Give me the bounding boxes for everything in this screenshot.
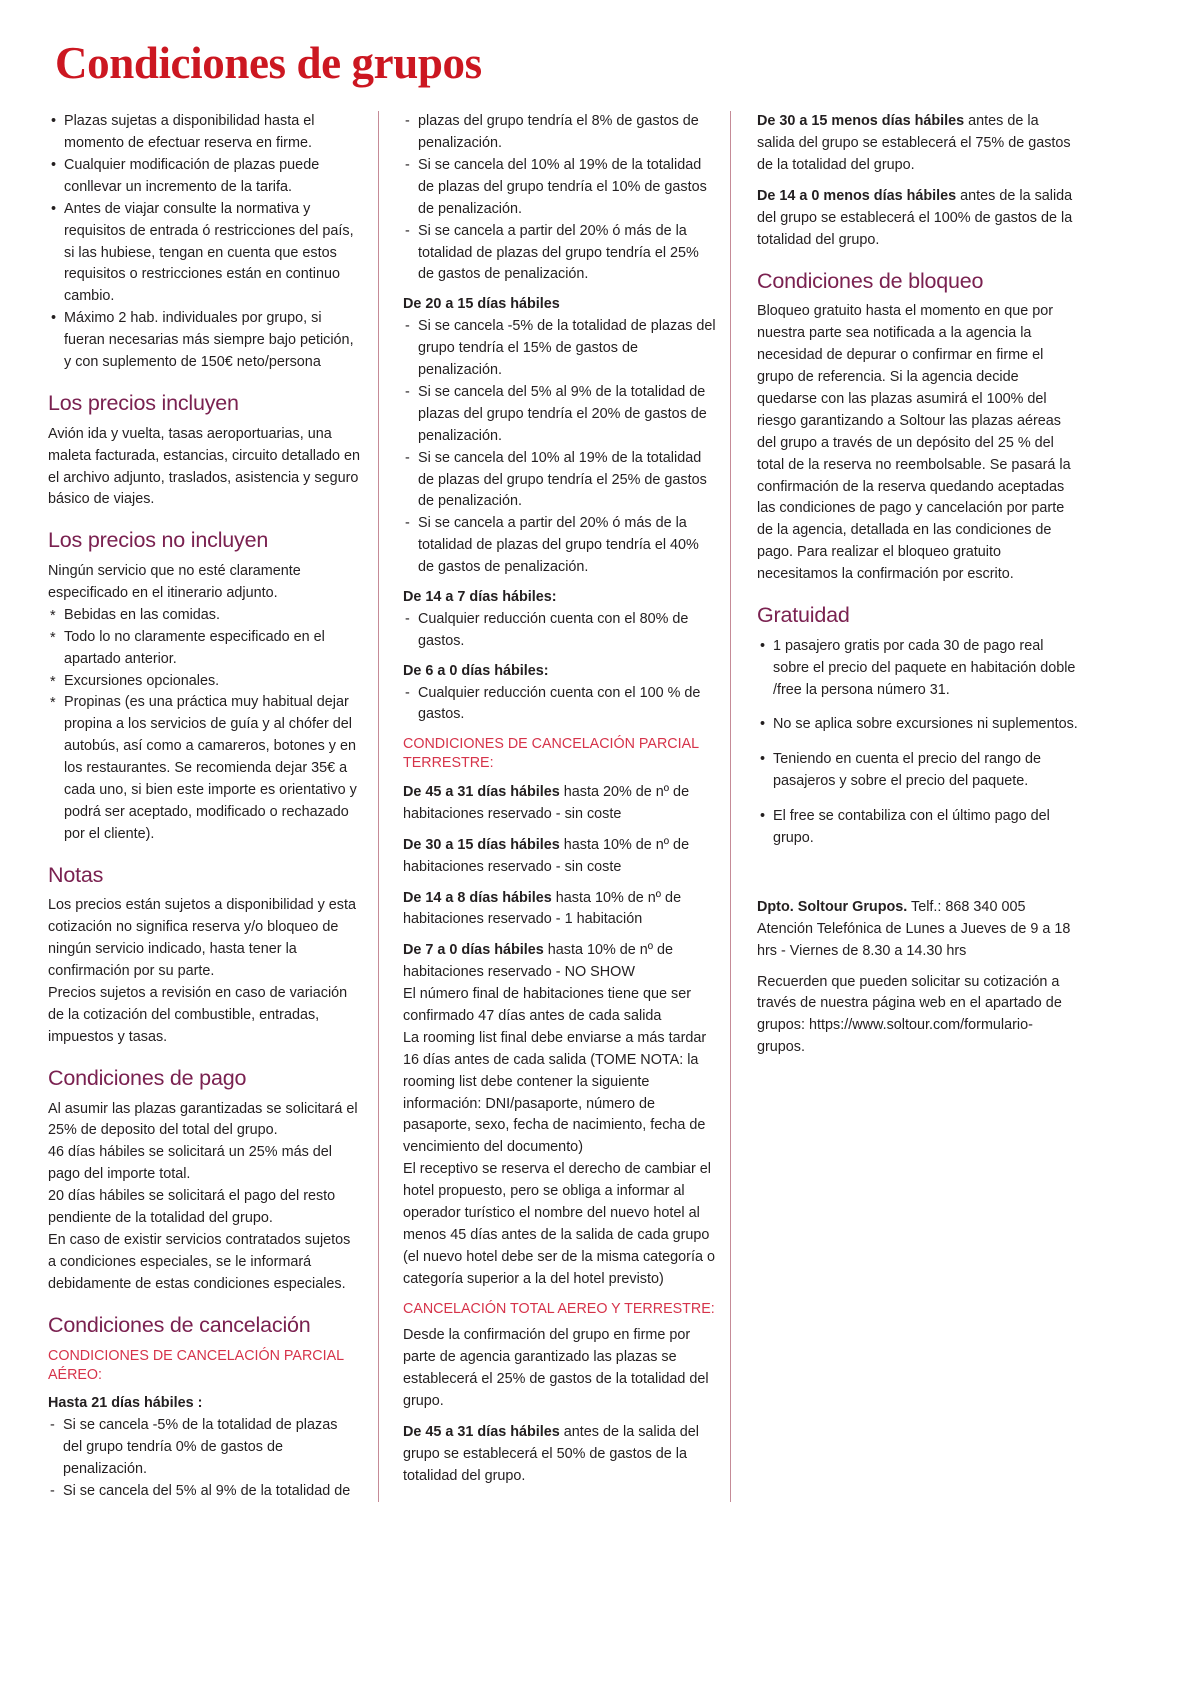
terrestre-row-1 [403,782,716,826]
continuation-text: plazas del grupo tendría el 8% de gastos de penalización. [418,113,699,152]
list-item: • Plazas sujetas a disponibilidad hasta el momento de efectuar reserva en firme. [48,111,360,155]
col3-row-2-text: antes de la salida del grupo se establecerá el 100% de gastos de la totalidad del grupo. [757,187,1073,248]
column-2 [378,111,730,1502]
list-item: • Antes de viajar consulte la normativa y requisitos de entrada ó restricciones del país, si las hubiese, tengan en cuenta que estos requisitos o restricciones están en continuo cambio. [48,199,360,308]
gratuidad-list [757,636,1078,850]
list-item: - Si se cancela a partir del 20% ó más de la totalidad de plazas del grupo tendría el 40% de gastos de penalización. [403,513,716,579]
list-item-continuation [403,111,716,155]
contact-spacer [757,863,1078,897]
bloqueo-text: Bloqueo gratuito hasta el momento en que por nuestra parte sea notificada a la agencia la necesidad de depurar o confirmar en firme el grupo de referencia. Si la agencia decide quedarse con las plazas asumirá el 100% del riesgo garantizando a Soltour las plazas aéreas del grupo a través de un depósito del 25 % del total de la reserva no reembolsable. Se pasará la confirmación de la reserva quedando aceptadas las condiciones de pago y cancelación por parte de la agencia, detallada en las condiciones de pago. Para realizar el bloqueo gratuito necesitamos la confirmación por escrito. [757,303,1071,583]
section-heading-precios-no-incluyen: Los precios no incluyen [48,528,269,553]
list-item: • El free se contabiliza con el último pago del grupo. [757,806,1078,850]
precios-no-incluyen-list [48,605,360,846]
terrestre-row-3-text: hasta 10% de nº de habitaciones reservado - 1 habitación [403,889,682,928]
list-item: * Propinas (es una práctica muy habitual dejar propina a los servicios de guía y al chófer del autobús, así como a camareros, botones y en los restaurantes. Se recomienda dejar 35€ a cada uno, si bien este importe es orientativo y podrá ser aceptado, modificado o rechazado por el cliente). [48,692,360,845]
notas-paragraph-1: Los precios están sujetos a disponibilidad y esta cotización no significa reserva y/o bloqueo de ningún servicio indicado, hasta tener la confirmación por su parte. [48,897,356,980]
terrestre-paragraph-3: El receptivo se reserva el derecho de cambiar el hotel propuesto, pero se obliga a informar al operador turístico el nombre del nuevo hotel al menos 45 días antes de la salida de cada grupo (el nuevo hotel debe ser de la misma categoría o categoría superior a la del hotel previsto) [403,1161,715,1287]
label-de-20-a-15-dias: De 20 a 15 días hábiles [403,296,560,313]
terrestre-paragraph-2: La rooming list final debe enviarse a más tardar 16 días antes de cada salida (TOME NOTA: la rooming list debe contener la siguiente información: DNI/pasaporte, número de pasaporte, sexo, fecha de nacimiento, fecha de vencimiento del documento) [403,1029,707,1156]
precios-incluyen-text: Avión ida y vuelta, tasas aeroportuarias, una maleta facturada, estancias, circuito detallado en el archivo adjunto, traslados, asistencia y seguro básico de viajes. [48,425,360,508]
column-1 [48,111,378,1502]
terrestre-paragraph-1: El número final de habitaciones tiene que ser confirmado 47 días antes de cada salida [403,986,691,1025]
list-item: - Si se cancela del 5% al 9% de la totalidad de [48,1481,360,1503]
terrestre-row-4 [403,940,716,984]
de-20-a-15-dias-list [403,316,716,579]
list-item: • Cualquier modificación de plazas puede conllevar un incremento de la tarifa. [48,155,360,199]
terrestre-row-2-label: De 30 a 15 días hábiles [403,836,560,853]
cancelacion-total-row-text: antes de la salida del grupo se establecerá el 50% de gastos de la totalidad del grupo. [403,1424,700,1484]
list-item: * Bebidas en las comidas. [48,605,360,627]
list-item: • 1 pasajero gratis por cada 30 de pago real sobre el precio del paquete en habitación doble /free la persona número 31. [757,636,1078,702]
terrestre-row-4-label: De 7 a 0 días hábiles [403,942,544,959]
col3-row-1-label: De 30 a 15 menos días hábiles [757,113,965,130]
col3-row-2-label: De 14 a 0 menos días hábiles [757,187,957,204]
terrestre-row-4-text: hasta 10% de nº de habitaciones reservado - NO SHOW [403,942,674,981]
terrestre-row-1-text: hasta 20% de nº de habitaciones reservado - sin coste [403,784,690,822]
terrestre-row-3-label: De 14 a 8 días hábiles [403,889,552,906]
subheading-cancelacion-parcial-terrestre: CONDICIONES DE CANCELACIÓN PARCIAL TERRESTRE: [403,736,699,772]
section-heading-gratuidad: Gratuidad [757,602,850,627]
label-de-6-a-0-dias: De 6 a 0 días hábiles: [403,662,549,679]
list-item: - Si se cancela -5% de la totalidad de plazas del grupo tendría 0% de gastos de penalización. [48,1415,360,1481]
label-de-14-a-7-dias: De 14 a 7 días hábiles: [403,588,557,605]
contact-phone-line [757,897,1078,919]
page-title: Condiciones de grupos [55,38,482,88]
list-item: - Cualquier reducción cuenta con el 80% de gastos. [403,609,716,653]
section-heading-condiciones-bloqueo: Condiciones de bloqueo [757,268,984,293]
contact-phone-number: Telf.: 868 340 005 [907,898,1026,915]
pago-paragraph-4: En caso de existir servicios contratados sujetos a condiciones especiales, se le informará debidamente de estas condiciones especiales. [48,1231,351,1292]
precios-no-incluyen-text: Ningún servicio que no esté claramente especificado en el itinerario adjunto. [48,563,301,601]
subheading-cancelacion-parcial-aereo: CONDICIONES DE CANCELACIÓN PARCIAL AÉREO: [48,1348,344,1384]
list-item: - Cualquier reducción cuenta con el 100 % de gastos. [403,683,716,727]
general-conditions-list [48,111,360,374]
contact-department-label: Dpto. Soltour Grupos. [757,898,908,915]
terrestre-row-2 [403,835,716,879]
terrestre-row-2-text: hasta 10% de nº de habitaciones reservado - sin coste [403,836,690,875]
col3-row-1-text: antes de la salida del grupo se establecerá el 75% de gastos de la totalidad del grupo. [757,113,1071,174]
three-column-layout [0,87,1200,1502]
section-heading-precios-incluyen: Los precios incluyen [48,390,239,415]
cancelacion-total-paragraph: Desde la confirmación del grupo en firme por parte de agencia garantizado las plazas se establecerá el 25% de gastos de la totalidad del grupo. [403,1327,709,1410]
de-6-a-0-dias-list [403,683,716,727]
list-item: • No se aplica sobre excursiones ni suplementos. [757,714,1078,736]
column-3 [730,111,1078,1502]
hasta-21-dias-list [48,1415,360,1503]
notas-paragraph-2: Precios sujetos a revisión en caso de variación de la cotización del combustible, entradas, impuestos y tasas. [48,985,348,1045]
list-item: • Teniendo en cuenta el precio del rango de pasajeros y sobre el precio del paquete. [757,749,1078,793]
list-item: * Todo lo no claramente especificado en el apartado anterior. [48,627,360,671]
section-heading-condiciones-pago: Condiciones de pago [48,1065,247,1090]
cancelacion-total-row [403,1422,716,1488]
list-item: - Si se cancela -5% de la totalidad de plazas del grupo tendría el 15% de gastos de penalización. [403,316,716,382]
terrestre-row-3 [403,888,716,932]
list-item: - Si se cancela del 10% al 19% de la totalidad de plazas del grupo tendría el 10% de gastos de penalización. [403,155,716,221]
pago-paragraph-2: 46 días hábiles se solicitará un 25% más del pago del importe total. [48,1144,332,1183]
de-14-a-7-dias-list [403,609,716,653]
pago-paragraph-1: Al asumir las plazas garantizadas se solicitará el 25% de deposito del total del grupo. [48,1100,358,1139]
list-item: - Si se cancela del 10% al 19% de la totalidad de plazas del grupo tendría el 25% de gastos de penalización. [403,448,716,514]
list-item: • Máximo 2 hab. individuales por grupo, si fueran necesarias más siempre bajo petición, y con suplemento de 150€ neto/persona [48,308,360,374]
cancelacion-total-row-continued-1 [757,111,1078,177]
section-heading-condiciones-cancelacion: Condiciones de cancelación [48,1312,311,1337]
terrestre-row-1-label: De 45 a 31 días hábiles [403,784,560,801]
subheading-cancelacion-total: CANCELACIÓN TOTAL AEREO Y TERRESTRE: [403,1300,715,1317]
cancelacion-total-row-continued-2 [757,186,1078,252]
list-item: - Si se cancela a partir del 20% ó más de la totalidad de plazas del grupo tendría el 25% de gastos de penalización. [403,221,716,287]
pago-paragraph-3: 20 días hábiles se solicitará el pago del resto pendiente de la totalidad del grupo. [48,1188,336,1226]
list-item: - Si se cancela del 5% al 9% de la totalidad de plazas del grupo tendría el 20% de gastos de penalización. [403,382,716,448]
section-heading-notas: Notas [48,862,104,887]
contact-hours: Atención Telefónica de Lunes a Jueves de 9 a 18 hrs - Viernes de 8.30 a 14.30 hrs [757,920,1071,959]
continuation-cancelacion-aereo-list [403,111,716,286]
list-item: * Excursiones opcionales. [48,671,360,693]
label-hasta-21-dias: Hasta 21 días hábiles : [48,1395,203,1412]
cancelacion-total-row-label: De 45 a 31 días hábiles [403,1424,560,1441]
contact-website-note: Recuerden que pueden solicitar su cotización a través de nuestra página web en el apartado de grupos: https://www.soltour.com/formulario-grupos. [757,973,1062,1056]
